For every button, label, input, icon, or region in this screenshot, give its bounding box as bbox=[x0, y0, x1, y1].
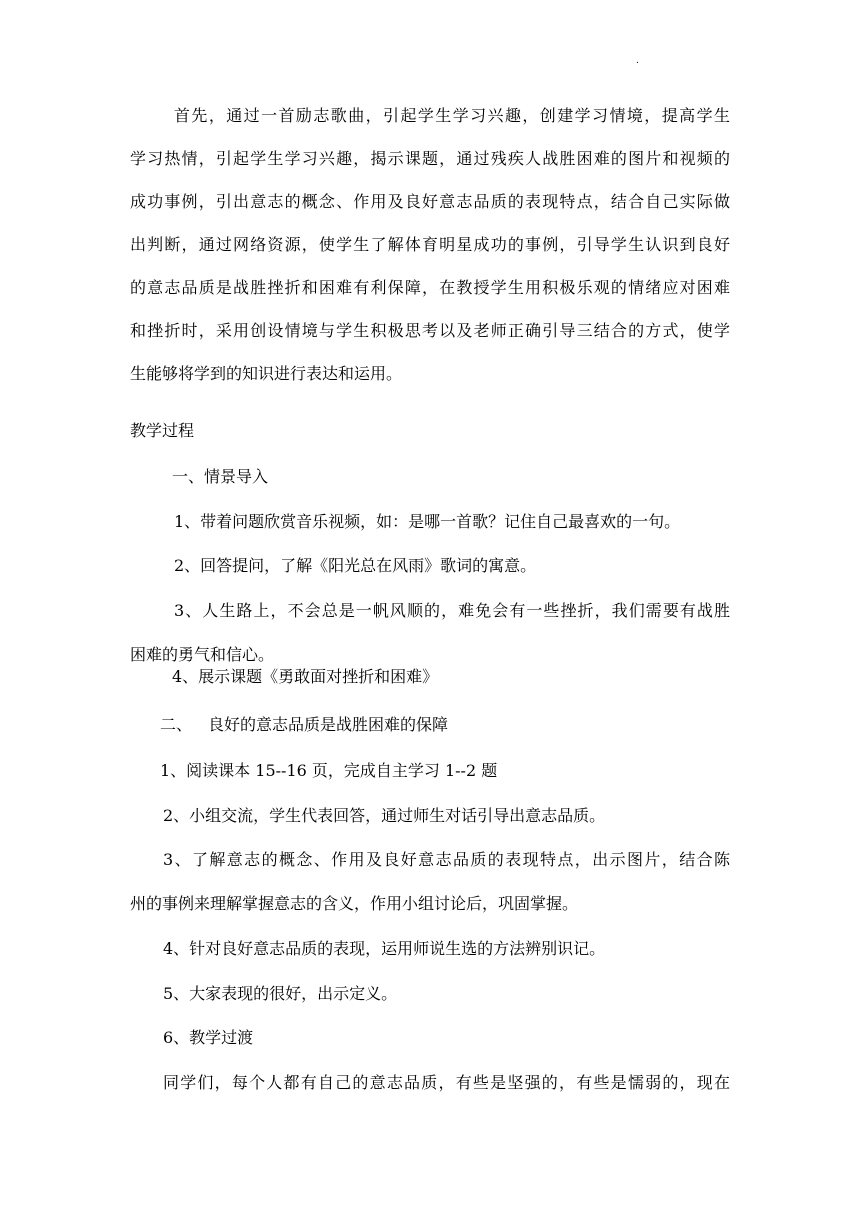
section-heading: 教学过程 bbox=[130, 421, 195, 440]
part-two-item-3-cont: 州的事例来理解掌握意志的含义，作用小组讨论后，巩固掌握。 bbox=[130, 894, 579, 913]
part-one-item-4: 4、展示课题《勇敢面对挫折和困难》 bbox=[172, 667, 439, 686]
part-one-item-1: 1、带着问题欣赏音乐视频，如：是哪一首歌？记住自己最喜欢的一句。 bbox=[174, 512, 681, 531]
part-two-item-6: 6、教学过渡 bbox=[163, 1028, 254, 1047]
intro-line-5: 的意志品质是战胜挫折和困难有利保障，在教授学生用积极乐观的情绪应对困难 bbox=[130, 278, 730, 297]
intro-line-2: 学习热情，引起学生学习兴趣，揭示课题，通过残疾人战胜困难的图片和视频的 bbox=[130, 149, 730, 168]
part-one-item-2: 2、回答提问，了解《阳光总在风雨》歌词的寓意。 bbox=[174, 556, 537, 575]
part-two-title bbox=[160, 714, 500, 736]
intro-line-3: 成功事例，引出意志的概念、作用及良好意志品质的表现特点，结合自己实际做 bbox=[130, 192, 730, 211]
closing-line: 同学们，每个人都有自己的意志品质，有些是坚强的，有些是懦弱的，现在 bbox=[163, 1073, 730, 1092]
part-two-item-3: 3、了解意志的概念、作用及良好意志品质的表现特点，出示图片，结合陈 bbox=[163, 850, 730, 869]
part-two-item-1: 1、阅读课本 15--16 页，完成自主学习 1--2 题 bbox=[160, 761, 498, 780]
intro-line-1: 首先，通过一首励志歌曲，引起学生学习兴趣，创建学习情境，提高学生 bbox=[174, 106, 730, 125]
intro-line-6: 和挫折时，采用创设情境与学生积极思考以及老师正确引导三结合的方式，使学 bbox=[130, 321, 730, 340]
header-mark: . bbox=[636, 56, 639, 66]
intro-line-7: 生能够将学到的知识进行表达和运用。 bbox=[130, 364, 403, 383]
part-two-item-2: 2、小组交流，学生代表回答，通过师生对话引导出意志品质。 bbox=[163, 806, 606, 825]
part-two-number: 二、 bbox=[160, 715, 193, 734]
part-two-heading: 良好的意志品质是战胜困难的保障 bbox=[208, 715, 449, 734]
part-two-item-5: 5、大家表现的很好，出示定义。 bbox=[163, 984, 398, 1003]
part-two-item-4: 4、针对良好意志品质的表现，运用师说生选的方法辨别识记。 bbox=[163, 939, 606, 958]
part-one-item-3-cont: 困难的勇气和信心。 bbox=[130, 645, 275, 664]
intro-line-4: 出判断，通过网络资源，使学生了解体育明星成功的事例，引导学生认识到良好 bbox=[130, 235, 730, 254]
part-one-item-3: 3、人生路上，不会总是一帆风顺的，难免会有一些挫折，我们需要有战胜 bbox=[174, 601, 730, 620]
part-one-title: 一、情景导入 bbox=[172, 467, 269, 486]
